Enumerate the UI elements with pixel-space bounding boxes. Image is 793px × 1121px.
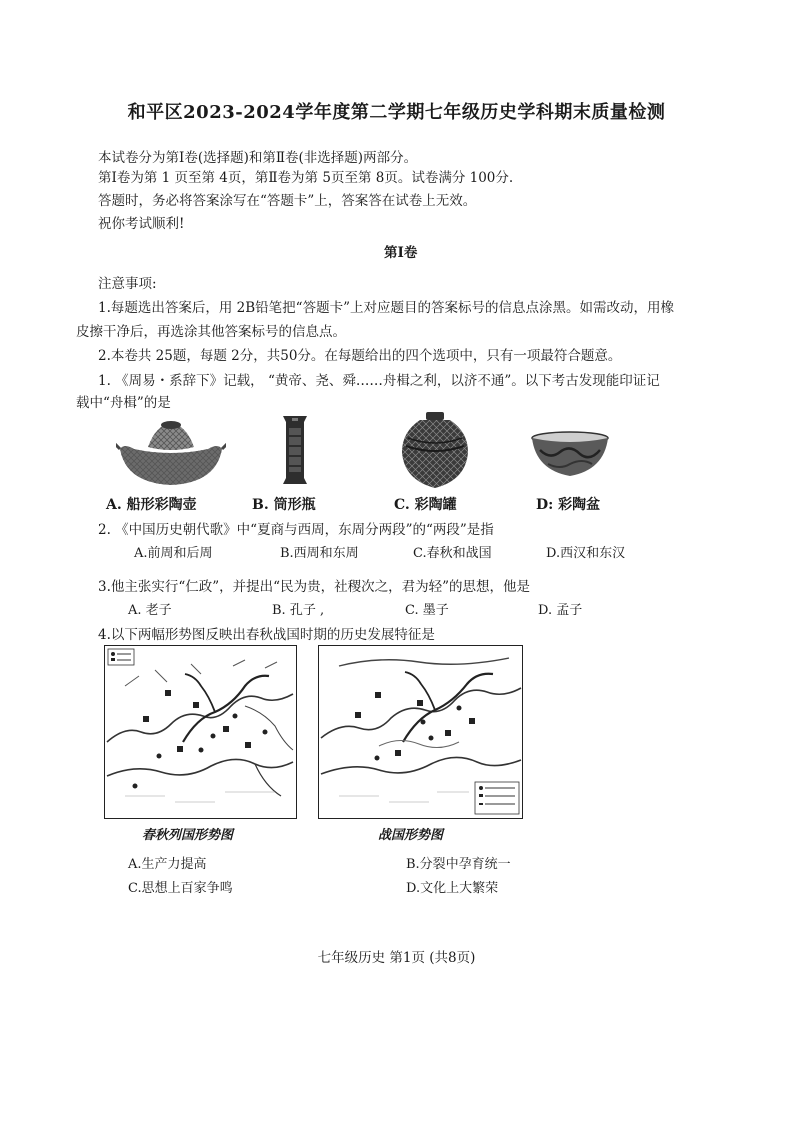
question-3-option-d: D. 孟子: [538, 603, 583, 618]
notes-item-1-line-1: 1.每题选出答案后，用 2B铅笔把“答题卡”上对应题目的答案标号的信息点涂黑。如需改动，用橡: [98, 300, 674, 316]
intro-line-3: 答题时，务必将答案涂写在“答题卡”上，答案答在试卷上无效。: [98, 193, 477, 209]
question-3-stem: 3.他主张实行“仁政”，并提出“民为贵，社稷次之，君为轻”的思想，他是: [98, 579, 530, 595]
question-2-option-b: B.西周和东周: [280, 546, 359, 561]
page-footer: 七年级历史 第1页 (共8页): [317, 950, 476, 966]
question-1-option-c: C. 彩陶罐: [394, 497, 457, 513]
intro-line-4: 祝你考试顺利!: [98, 216, 185, 232]
exam-title: 和平区2023-2024学年度第二学期七年级历史学科期末质量检测: [127, 102, 666, 123]
question-2-stem: 2. 《中国历史朝代歌》中“夏商与西周，东周分两段”的“两段”是指: [98, 522, 494, 538]
question-3-option-b: B. 孔子 ,: [272, 603, 325, 618]
question-1-stem-line-1: 1. 《周易・系辞下》记载， “黄帝、尧、舜……舟楫之利，以济不通”。以下考古发现能印证记: [98, 373, 660, 389]
map-1-caption: 春秋列国形势图: [142, 828, 234, 843]
boat-shaped-pottery-pot-image: [116, 413, 226, 492]
question-2-option-d: D.西汉和东汉: [546, 546, 626, 561]
tube-shaped-vase-image: [280, 414, 310, 490]
question-3-option-a: A. 老子: [128, 603, 172, 618]
section-title: 第Ⅰ卷: [384, 245, 418, 261]
intro-line-2: 第Ⅰ卷为第 1 页至第 4页，第Ⅱ卷为第 5页至第 8页。试卷满分 100分.: [98, 170, 514, 186]
question-3-option-c: C. 墨子: [405, 603, 449, 618]
notes-item-1-line-2: 皮擦干净后，再选涂其他答案标号的信息点。: [76, 324, 346, 340]
question-1-option-d: D: 彩陶盆: [536, 497, 601, 513]
question-4-option-d: D.文化上大繁荣: [406, 881, 499, 896]
intro-line-1: 本试卷分为第Ⅰ卷(选择题)和第Ⅱ卷(非选择题)两部分。: [98, 150, 418, 166]
question-2-option-c: C.春秋和战国: [413, 546, 492, 561]
painted-pottery-jar-image: [398, 410, 472, 494]
question-4-option-b: B.分裂中孕育统一: [406, 857, 511, 872]
question-1-option-a: A. 船形彩陶壶: [106, 497, 197, 513]
question-4-option-a: A.生产力提高: [128, 857, 207, 872]
question-1-stem-line-2: 载中“舟楫”的是: [76, 395, 171, 411]
notes-heading: 注意事项:: [98, 276, 157, 292]
warring-states-map: [318, 645, 523, 819]
question-4-stem: 4.以下两幅形势图反映出春秋战国时期的历史发展特征是: [98, 627, 435, 643]
question-1-option-b: B. 筒形瓶: [252, 497, 316, 513]
painted-pottery-basin-image: [530, 430, 610, 484]
question-4-option-c: C.思想上百家争鸣: [128, 881, 233, 896]
notes-item-2: 2.本卷共 25题，每题 2分，共50分。在每题给出的四个选项中，只有一项最符合题意。: [98, 348, 622, 364]
map-2-caption: 战国形势图: [378, 828, 444, 843]
question-2-option-a: A.前周和后周: [134, 546, 213, 561]
spring-autumn-states-map: [104, 645, 297, 819]
